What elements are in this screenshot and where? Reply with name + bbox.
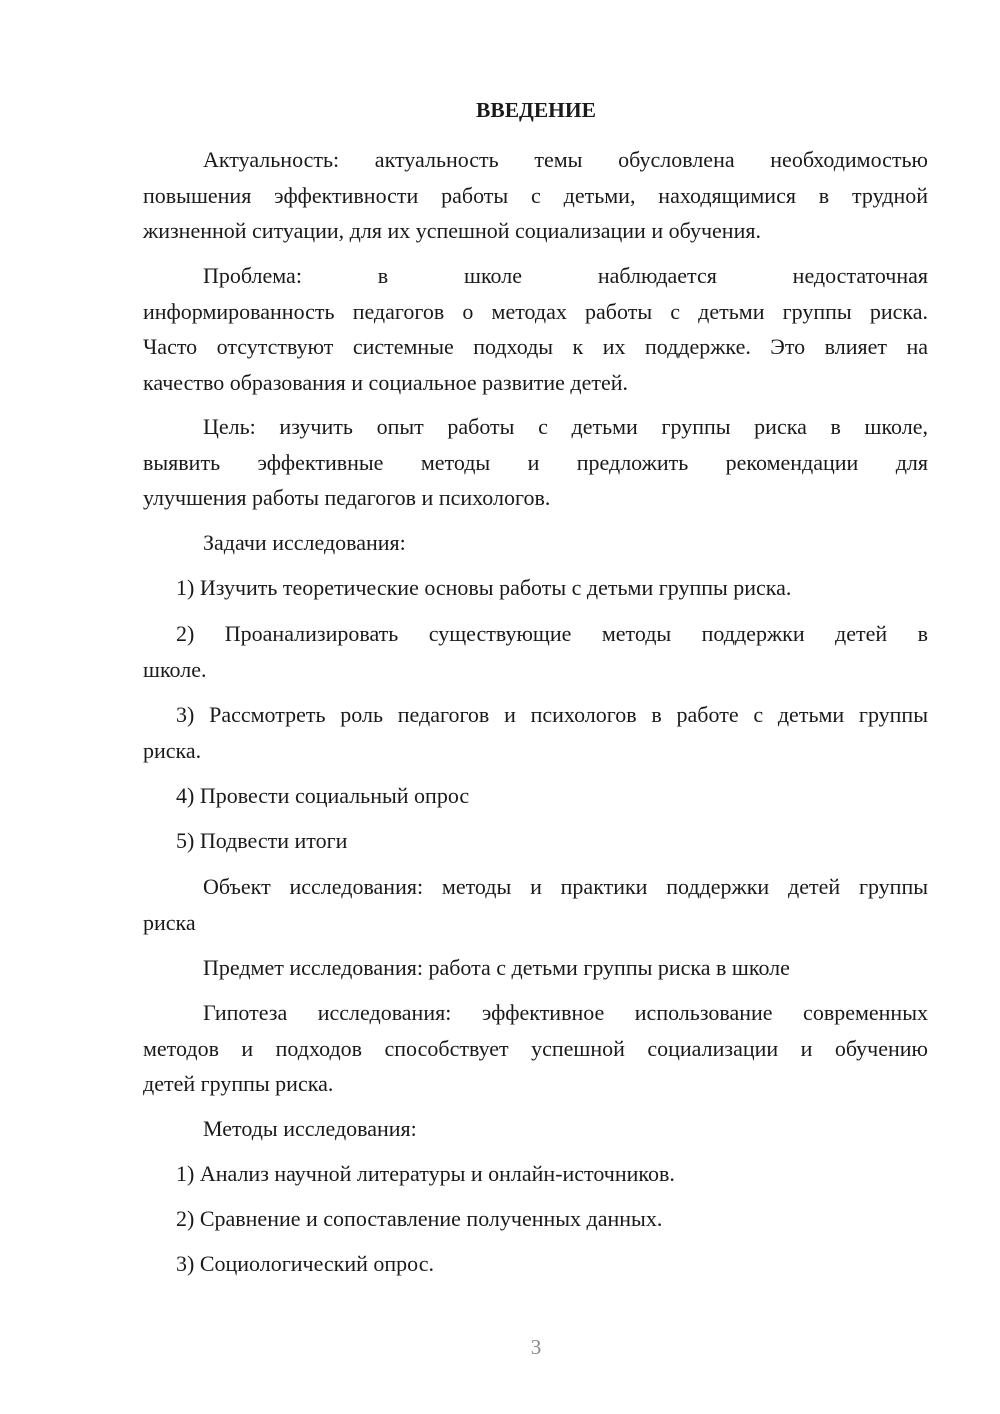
text-line: Задачи исследования:	[203, 530, 406, 555]
text-line: выявить эффективные методы и предложить рекомендации для	[143, 449, 928, 475]
text-line: жизненной ситуации, для их успешной социализации и обучения.	[143, 218, 761, 243]
paragraph-task-5	[143, 823, 928, 859]
text-line: Часто отсутствуют системные подходы к их поддержке. Это влияет на	[143, 334, 928, 359]
text-line: 3) Социологический опрос.	[176, 1251, 434, 1276]
text-line: Предмет исследования: работа с детьми группы риска в школе	[203, 955, 790, 980]
text-line: информированность педагогов о методах работы с детьми группы риска.	[143, 298, 928, 324]
text-line: Цель: изучить опыт работы с детьми группы риска в школе,	[203, 414, 928, 439]
section-title: ВВЕДЕНИЕ	[476, 98, 596, 122]
text-line: 3) Рассмотреть роль педагогов и психологов в работе с детьми группы	[176, 702, 928, 727]
paragraph-method-2	[143, 1201, 928, 1237]
text-line: 1) Анализ научной литературы и онлайн-источников.	[176, 1161, 675, 1186]
text-line: Объект исследования: методы и практики поддержки детей группы	[203, 874, 928, 899]
paragraph-task-2	[143, 616, 928, 687]
paragraph-method-1	[143, 1156, 928, 1192]
paragraph-tasks-heading	[143, 525, 928, 561]
text-line: детей группы риска.	[143, 1071, 334, 1096]
paragraph-object	[143, 869, 928, 940]
text-line: 2) Сравнение и сопоставление полученных данных.	[176, 1206, 663, 1231]
paragraph-task-4	[143, 778, 928, 814]
text-line: качество образования и социальное развитие детей.	[143, 369, 629, 395]
text-line: 4) Провести социальный опрос	[176, 783, 470, 808]
text-line: риска.	[143, 737, 202, 763]
paragraph-subject	[143, 950, 928, 986]
paragraph-actuality	[143, 142, 928, 249]
text-line: методов и подходов способствует успешной социализации и обучению	[143, 1035, 928, 1061]
paragraph-methods-heading	[143, 1111, 928, 1147]
text-line: улучшения работы педагогов и психологов.	[143, 485, 551, 510]
paragraph-problem	[143, 258, 928, 400]
paragraph-goal	[143, 409, 928, 516]
page-number: 3	[530, 1335, 542, 1359]
text-line: повышения эффективности работы с детьми, находящимися в трудной	[143, 182, 928, 208]
text-line: школе.	[143, 656, 207, 682]
text-line: 5) Подвести итоги	[176, 828, 348, 853]
text-line: 1) Изучить теоретические основы работы с детьми группы риска.	[176, 575, 792, 600]
text-line: Актуальность: актуальность темы обусловлена необходимостью	[203, 147, 928, 172]
text-line: 2) Проанализировать существующие методы поддержки детей в	[176, 621, 928, 646]
paragraph-task-1	[143, 570, 928, 606]
paragraph-task-3	[143, 697, 928, 768]
text-line: риска	[143, 909, 196, 935]
text-line: Проблема: в школе наблюдается недостаточная	[203, 263, 928, 288]
text-line: Методы исследования:	[203, 1116, 417, 1141]
paragraph-hypothesis	[143, 995, 928, 1102]
text-line: Гипотеза исследования: эффективное использование современных	[203, 1000, 928, 1025]
paragraph-method-3	[143, 1246, 928, 1282]
